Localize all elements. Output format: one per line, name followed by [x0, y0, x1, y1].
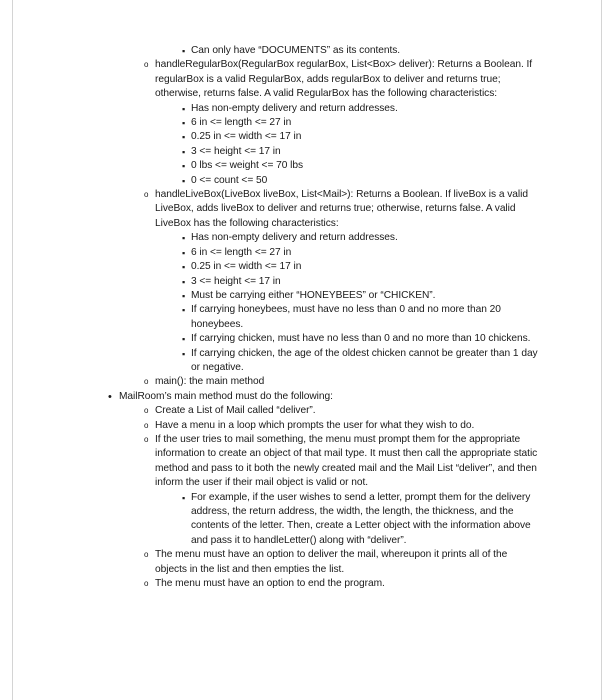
square-bullet-icon: ▪ [182, 103, 186, 114]
square-bullet-icon: ▪ [182, 276, 186, 287]
list-item [13, 44, 603, 58]
list-item-text: If carrying honeybees, must have no less than 0 and no more than 20 honeybees. [191, 304, 501, 330]
list-item-text: 3 <= height <= 17 in [191, 145, 281, 157]
circle-bullet-icon: o [144, 60, 149, 70]
list-item-text: 3 <= height <= 17 in [191, 275, 281, 287]
list-item [13, 419, 603, 433]
square-bullet-icon: ▪ [182, 233, 186, 244]
list-item-text: MailRoom’s main method must do the following: [119, 390, 333, 402]
list-item [13, 102, 603, 116]
circle-bullet-icon: o [144, 190, 149, 200]
list-item [13, 260, 603, 274]
list-item-text: Create a List of Mail called “deliver”. [155, 405, 316, 417]
list-item-text: For example, if the user wishes to send a letter, prompt them for the delivery address, the return address, the width, the length, the thickness, and the contents of the letter. Then, create a Letter object with the information above and pass it to handleLetter() along with “deliver”. [191, 491, 531, 546]
list-item-text: handleLiveBox(LiveBox liveBox, List<Mail>): Returns a Boolean. If liveBox is a valid LiveBox, adds liveBox to deliver and returns true; otherwise, returns false. A valid LiveBox has the following characteristics: [155, 189, 528, 229]
circle-bullet-icon: o [144, 406, 149, 416]
list-item-text: If carrying chicken, the age of the oldest chicken cannot be greater than 1 day or negative. [191, 347, 538, 373]
list-item-text: If the user tries to mail something, the menu must prompt them for the appropriate information to create an object of that mail type. It must then call the appropriate static method and pass to it both the newly created mail and the Mail List “deliver”, and then inform the user if their mail object is valid or not. [155, 433, 538, 489]
list-item-text: Have a menu in a loop which prompts the user for what they wish to do. [155, 419, 475, 431]
round-bullet-icon: • [108, 390, 112, 403]
list-item [13, 188, 603, 231]
list-item-text: 0.25 in <= width <= 17 in [191, 131, 302, 143]
list-item [13, 231, 603, 245]
list-item-text: handleRegularBox(RegularBox regularBox, List<Box> deliver): Returns a Boolean. If regularBox is a valid RegularBox, adds regularBox to deliver and returns true; otherwise, returns false. A valid RegularBox has the following characteristics: [155, 59, 533, 100]
square-bullet-icon: ▪ [182, 348, 186, 359]
circle-bullet-icon: o [144, 377, 149, 387]
square-bullet-icon: ▪ [182, 247, 186, 258]
list-item [13, 433, 603, 491]
list-item [13, 347, 603, 376]
list-item [13, 404, 603, 418]
list-item [13, 491, 603, 549]
list-item-text: Must be carrying either “HONEYBEES” or “CHICKEN”. [191, 289, 436, 301]
list-item [13, 275, 603, 289]
list-item [13, 159, 603, 173]
list-item-text: The menu must have an option to deliver the mail, whereupon it prints all of the objects in the list and then empties the list. [155, 549, 508, 575]
square-bullet-icon: ▪ [182, 132, 186, 143]
square-bullet-icon: ▪ [182, 290, 186, 301]
list-item-text: 0 lbs <= weight <= 70 lbs [191, 160, 304, 172]
list-item [13, 289, 603, 303]
list-item [13, 130, 603, 144]
circle-bullet-icon: o [144, 579, 149, 589]
square-bullet-icon: ▪ [182, 334, 186, 345]
list-item [13, 116, 603, 130]
list-item [13, 303, 603, 332]
list-item-text: 0.25 in <= width <= 17 in [191, 261, 302, 273]
square-bullet-icon: ▪ [182, 118, 186, 129]
square-bullet-icon: ▪ [182, 161, 186, 172]
document-content [13, 44, 603, 591]
circle-bullet-icon: o [144, 434, 149, 444]
list-item [13, 145, 603, 159]
square-bullet-icon: ▪ [182, 305, 186, 316]
list-item-text: Has non-empty delivery and return addresses. [191, 232, 398, 244]
list-item [13, 577, 603, 591]
list-item [13, 246, 603, 260]
list-item-text: The menu must have an option to end the program. [155, 578, 385, 590]
list-item [13, 548, 603, 577]
document-page [12, 0, 602, 700]
list-item-text: 0 <= count <= 50 [191, 174, 268, 186]
list-item [13, 58, 603, 101]
list-item-text: Can only have “DOCUMENTS” as its contents. [191, 45, 401, 56]
list-item-text: 6 in <= length <= 27 in [191, 246, 292, 258]
circle-bullet-icon: o [144, 420, 149, 430]
square-bullet-icon: ▪ [182, 262, 186, 273]
square-bullet-icon: ▪ [182, 492, 186, 503]
square-bullet-icon: ▪ [182, 146, 186, 157]
list-item [13, 375, 603, 389]
list-item-text: Has non-empty delivery and return addresses. [191, 102, 398, 114]
list-item-text: main(): the main method [155, 376, 265, 388]
list-item [13, 390, 603, 404]
list-item-text: If carrying chicken, must have no less than 0 and no more than 10 chickens. [191, 333, 531, 345]
list-item [13, 332, 603, 346]
list-item-text: 6 in <= length <= 27 in [191, 117, 292, 129]
list-item [13, 174, 603, 188]
square-bullet-icon: ▪ [182, 46, 186, 56]
circle-bullet-icon: o [144, 550, 149, 560]
square-bullet-icon: ▪ [182, 175, 186, 186]
